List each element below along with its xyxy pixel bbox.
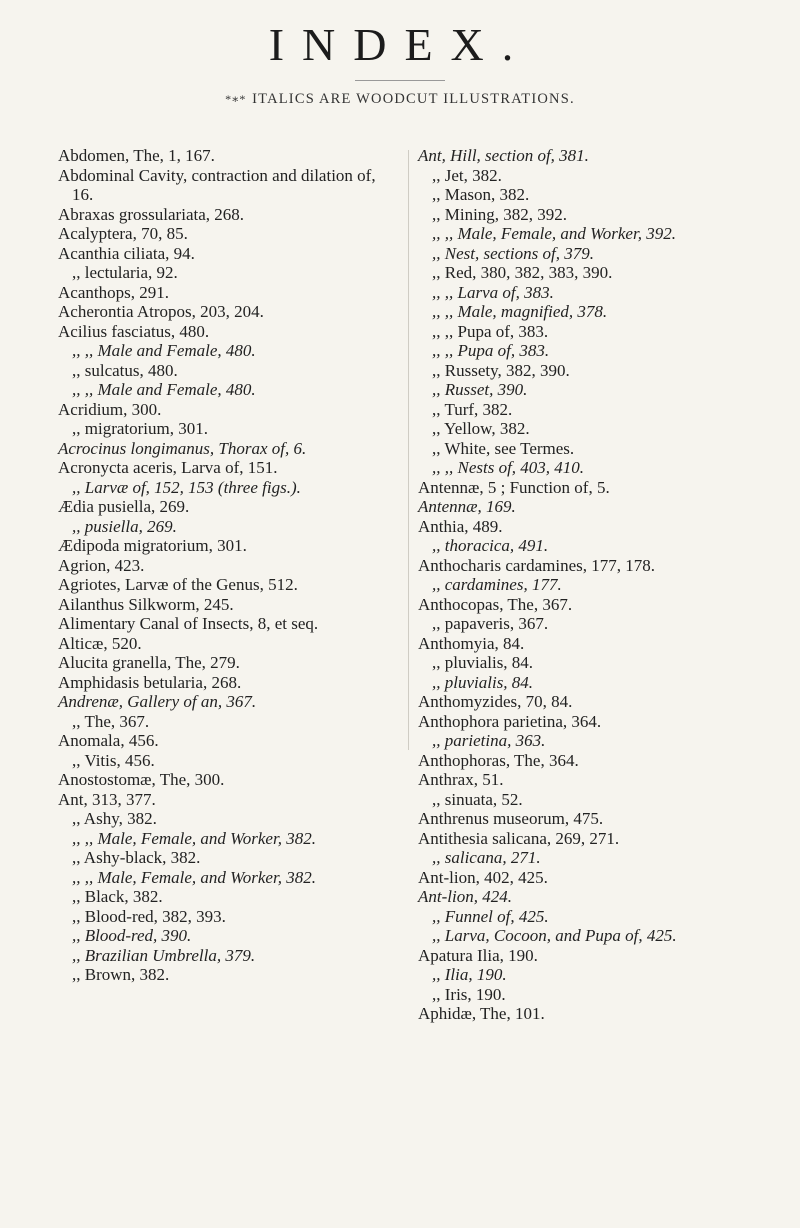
index-entry: Andrenæ, Gallery of an, 367. — [58, 692, 257, 711]
index-entry: ,, ,, Male, magnified, 378. — [432, 302, 608, 321]
index-entry: Abdomen, The, 1, 167. — [58, 146, 215, 165]
subtitle — [0, 91, 800, 108]
index-entry: ,, pluvialis, 84. — [432, 653, 534, 672]
index-entry: ,, sinuata, 52. — [432, 789, 523, 809]
index-entry: Anthrax, 51. — [418, 770, 504, 789]
index-entry: ,, Brazilian Umbrella, 379. — [72, 945, 256, 965]
index-entry: Alucita granella, The, 279. — [58, 653, 240, 672]
index-entry: Antennæ, 169. — [418, 497, 516, 516]
index-entry: ,, ,, Male, Female, and Worker, 382. — [72, 867, 316, 887]
index-entry: Ailanthus Silkworm, 245. — [58, 594, 234, 614]
index-entry: Ant, Hill, section of, 381. — [418, 146, 589, 165]
index-entry: Ædipoda migratorium, 301. — [58, 536, 247, 555]
index-entry: ,, cardamines, 177. — [432, 575, 562, 594]
index-entry: ,, Russety, 382, 390. — [432, 360, 570, 380]
index-entry: ,, The, 367. — [72, 711, 150, 731]
index-entry: Anthrenus museorum, 475. — [418, 809, 604, 828]
index-entry: ,, Funnel of, 425. — [432, 906, 549, 926]
index-entry: ,, parietina, 363. — [432, 731, 546, 750]
index-entry: Anostostomæ, The, 300. — [58, 770, 225, 789]
index-entry: Abraxas grossulariata, 268. — [58, 204, 245, 224]
index-entry: ,, ,, Nests of, 403, 410. — [432, 458, 585, 477]
index-entry: ,, ,, Larva of, 383. — [432, 282, 554, 302]
index-entry: Antithesia salicana, 269, 271. — [418, 828, 620, 848]
index-entry: Amphidasis betularia, 268. — [58, 672, 242, 692]
index-entry: ,, Vitis, 456. — [72, 750, 155, 770]
index-entry: ,, ,, Male, Female, and Worker, 392. — [432, 224, 676, 243]
index-entry: ,, Larva, Cocoon, and Pupa of, 425. — [432, 926, 677, 945]
index-entry: ,, ,, Male and Female, 480. — [72, 380, 256, 399]
index-entry: ,, ,, Pupa of, 383. — [432, 341, 550, 360]
index-entry: ,, Brown, 382. — [72, 965, 170, 984]
index-entry: Acridium, 300. — [58, 399, 162, 419]
index-entry: ,, Iris, 190. — [432, 984, 506, 1004]
index-entry: Acanthops, 291. — [58, 282, 169, 302]
column-divider — [408, 150, 409, 750]
index-entry: Aphidæ, The, 101. — [418, 1004, 545, 1023]
index-entry: ,, ,, Male, Female, and Worker, 382. — [72, 828, 316, 848]
index-entry: ,, papaveris, 367. — [432, 614, 549, 633]
index-entry: ,, lectularia, 92. — [72, 263, 178, 282]
index-entry: Ant-lion, 402, 425. — [418, 867, 548, 887]
index-entry: ,, Blood-red, 390. — [72, 926, 192, 945]
index-entry: ,, Jet, 382. — [432, 165, 502, 185]
index-entry: ,, Red, 380, 382, 383, 390. — [432, 263, 613, 282]
index-entry: ,, pluvialis, 84. — [432, 672, 534, 692]
index-entry: Acherontia Atropos, 203, 204. — [58, 302, 264, 321]
index-entry: ,, migratorium, 301. — [72, 419, 208, 438]
index-entry: Anthomyia, 84. — [418, 633, 525, 653]
index-entry: ,, ,, Male and Female, 480. — [72, 341, 256, 360]
index-column-left — [58, 146, 398, 985]
index-entry: ,, Ashy-black, 382. — [72, 848, 201, 867]
index-entry: Anthomyzides, 70, 84. — [418, 692, 573, 711]
index-entry: Anthia, 489. — [418, 516, 503, 536]
index-entry: Anthocopas, The, 367. — [418, 594, 573, 614]
index-entry: Acalyptera, 70, 85. — [58, 224, 188, 243]
index-entry: Alticæ, 520. — [58, 633, 142, 653]
index-entry: Antennæ, 5 ; Function of, 5. — [418, 477, 610, 497]
index-entry: ,, Larvæ of, 152, 153 (three figs.). — [72, 477, 301, 497]
index-entry: Acilius fasciatus, 480. — [58, 321, 210, 341]
index-entry: Ant-lion, 424. — [418, 887, 512, 906]
index-entry: ,, sulcatus, 480. — [72, 360, 178, 380]
index-entry: Anthocharis cardamines, 177, 178. — [418, 555, 655, 575]
index-entry: Apatura Ilia, 190. — [418, 945, 538, 965]
index-entry: ,, White, see Termes. — [432, 438, 575, 458]
title-rule — [355, 80, 445, 81]
index-entry: Anthophoras, The, 364. — [418, 750, 579, 770]
index-entry: ,, Ilia, 190. — [432, 965, 507, 984]
index-entry: ,, Mason, 382. — [432, 185, 530, 204]
asterism-icon: *∗* — [225, 92, 246, 106]
index-entry: ,, Yellow, 382. — [432, 419, 530, 438]
index-entry: Acrocinus longimanus, Thorax of, 6. — [58, 438, 307, 458]
index-column-right — [418, 146, 768, 1024]
page-title: INDEX. — [268, 19, 532, 70]
index-entry: Alimentary Canal of Insects, 8, et seq. — [58, 614, 319, 633]
index-entry: Anomala, 456. — [58, 731, 159, 750]
index-entry: ,, Russet, 390. — [432, 380, 528, 399]
index-entry: Ædia pusiella, 269. — [58, 497, 190, 516]
index-entry: ,, Ashy, 382. — [72, 809, 157, 828]
index-entry: Ant, 313, 377. — [58, 789, 156, 809]
index-entry: ,, Nest, sections of, 379. — [432, 243, 594, 263]
index-entry: Acronycta aceris, Larva of, 151. — [58, 458, 278, 477]
index-entry: ,, ,, Pupa of, 383. — [432, 321, 549, 341]
index-entry: ,, thoracica, 491. — [432, 536, 549, 555]
index-entry: ,, pusiella, 269. — [72, 516, 177, 536]
index-entry: ,, Mining, 382, 392. — [432, 204, 568, 224]
index-entry: ,, salicana, 271. — [432, 848, 541, 867]
index-entry: Agriotes, Larvæ of the Genus, 512. — [58, 575, 298, 594]
index-entry: Abdominal Cavity, contraction and dilation of, 16. — [58, 165, 376, 204]
subtitle-text: ITALICS ARE WOODCUT ILLUSTRATIONS. — [252, 91, 575, 107]
index-entry: Agrion, 423. — [58, 555, 145, 575]
index-entry: ,, Blood-red, 382, 393. — [72, 906, 226, 926]
index-entry: ,, Black, 382. — [72, 887, 163, 906]
index-entry: ,, Turf, 382. — [432, 399, 513, 419]
index-entry: Anthophora parietina, 364. — [418, 711, 602, 731]
index-entry: Acanthia ciliata, 94. — [58, 243, 195, 263]
